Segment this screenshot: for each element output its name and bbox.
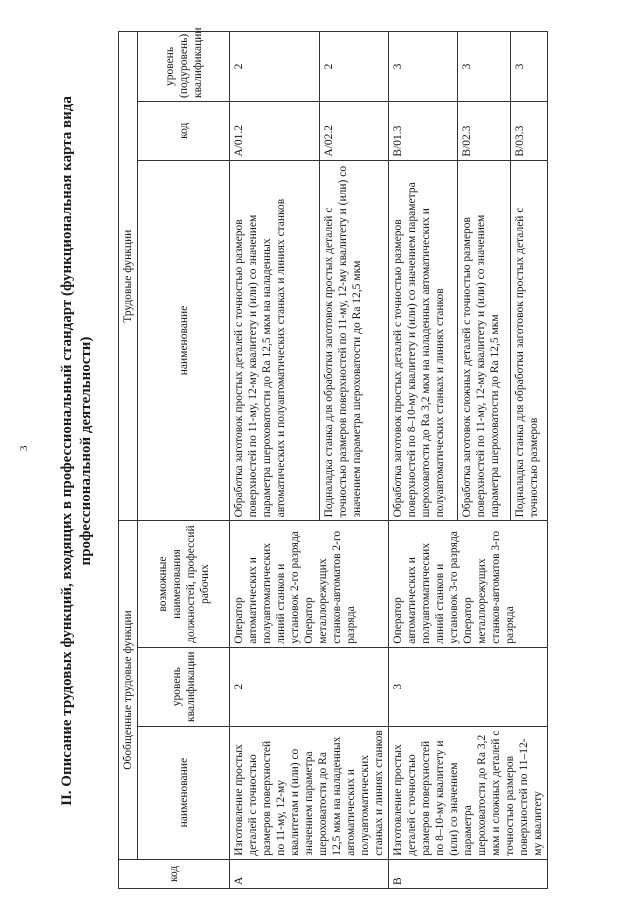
header-level-2: уровень (подуровень) квалификации: [138, 32, 230, 102]
header-code-2: код: [138, 101, 230, 160]
function-level: 3: [457, 32, 510, 102]
group-code: А: [230, 859, 389, 888]
header-name: наименование: [138, 726, 230, 859]
function-name: Обработка заготовок простых деталей с точностью размеров поверхностей по 8–10-му квалитету и (или) со значением параметра шероховатости до Ra 3,2 мкм на наладенных автоматических и полуавтоматических станках и линиях станков: [389, 160, 458, 521]
group-level: 3: [389, 647, 548, 726]
header-generalized: Обобщенные трудовые функции: [119, 521, 138, 859]
group-name: Изготовление простых деталей с точностью размеров поверхностей по 11-му, 12-му квалитетам и (или) со значением параметра шероховатости до Ra 12,5 мкм на наладенных автоматических и полуавтоматических станках и линиях станков: [230, 726, 389, 859]
page-title: [58, 21, 96, 881]
function-code: B/03.3: [510, 101, 547, 160]
table-row: [389, 32, 458, 889]
functional-map-table: [118, 27, 548, 889]
function-code: A/01.2: [230, 101, 320, 160]
function-code: B/02.3: [457, 101, 510, 160]
header-name-2: наименование: [138, 160, 230, 521]
function-level: 2: [319, 32, 388, 102]
header-labor: Трудовые функции: [119, 32, 138, 521]
function-level: 3: [389, 32, 458, 102]
group-code: В: [389, 859, 548, 888]
title-line-1: II. Описание трудовых функций, входящих в профессиональный стандарт (функциональная карта вида: [59, 96, 75, 806]
group-positions: Оператор автоматических и полуавтоматических линий станков и установок 2-го разряда Оператор металлорежущих станков-автоматов 2-го разряда: [230, 521, 389, 647]
function-level: 3: [510, 32, 547, 102]
table-row: [230, 32, 320, 889]
function-name: Обработка заготовок сложных деталей с точностью размеров поверхностей по 11-му, 12-му квалитету и (или) со значением параметра шероховатости до Ra 12,5 мкм: [457, 160, 510, 521]
title-line-2: профессиональной деятельности): [78, 336, 94, 566]
header-level: уровень квалификации: [138, 647, 230, 726]
function-level: 2: [230, 32, 320, 102]
group-level: 2: [230, 647, 389, 726]
header-code: код: [119, 859, 230, 888]
header-positions: возможные наименования должностей, профессий рабочих: [138, 521, 230, 647]
function-name: Подналадка станка для обработки заготовок простых деталей с точностью размеров: [510, 160, 547, 521]
function-name: Обработка заготовок простых деталей с точностью размеров поверхностей по 11-му, 12-му квалитету и (или) со значением параметра шероховатости до Ra 12,5 мкм на наладенных автоматических и полуавтоматических станках и линиях станков: [230, 160, 320, 521]
group-positions: Оператор автоматических и полуавтоматических линий станков и установок 3-го разряда Оператор металлорежущих станков-автоматов 3-го разряда: [389, 521, 548, 647]
page-number: 3: [18, 445, 30, 451]
function-code: A/02.2: [319, 101, 388, 160]
function-name: Подналадка станка для обработки заготовок простых деталей с точностью размеров поверхностей по 11-му, 12-му квалитету и (или) со значением параметра шероховатости до Ra 12,5 мкм: [319, 160, 388, 521]
function-code: B/01.3: [389, 101, 458, 160]
group-name: Изготовление простых деталей с точностью размеров поверхностей по 8–10-му квалитету и (или) со значением параметра шероховатости до Ra 3,2 мкм и сложных деталей с точностью размеров поверхностей по 11–12-му квалитету: [389, 726, 548, 859]
